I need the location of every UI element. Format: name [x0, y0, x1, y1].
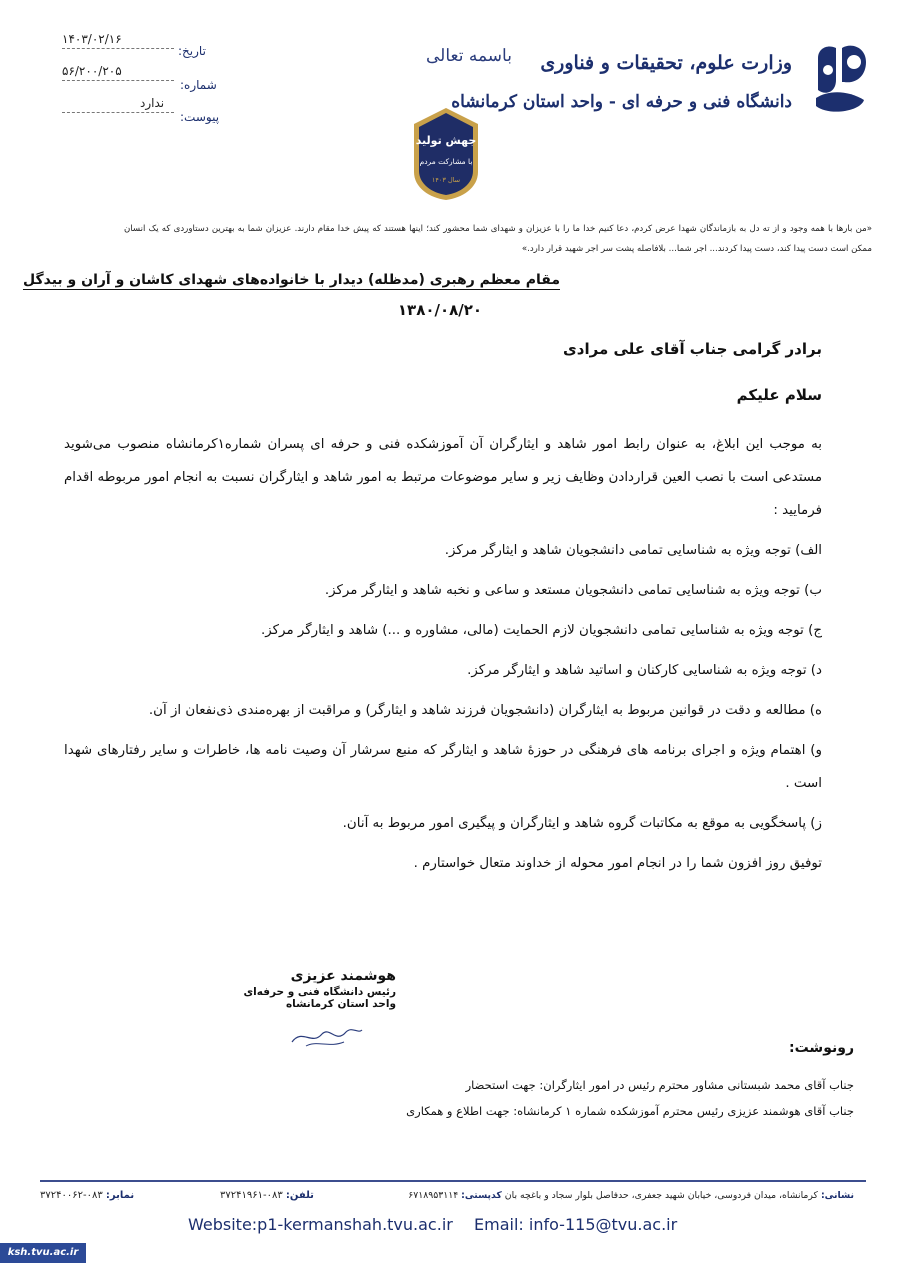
- phone-label: تلفن:: [285, 1190, 314, 1201]
- fax-label: نمابر:: [105, 1190, 135, 1201]
- fax-value: ۰۸۳-۳۷۲۴۰۰۶۲: [40, 1190, 103, 1201]
- emblem-year: سال ۱۴۰۳: [431, 176, 461, 184]
- email-label: Email:: [474, 1215, 524, 1234]
- postal-label: کدپستی:: [461, 1190, 502, 1201]
- attachment-value: ندارد: [62, 96, 174, 113]
- quote-source-title: مقام معظم رهبری (مدظله) دیدار با خانواده‌های شهدای کاشان و آران و بیدگل: [22, 272, 560, 288]
- website-link[interactable]: p1-kermanshah.tvu.ac.ir: [257, 1215, 453, 1234]
- bismillah: باسمه تعالی: [426, 46, 512, 66]
- year-slogan-emblem: [410, 106, 482, 202]
- date-value: ۱۴۰۳/۰۲/۱۶: [62, 32, 174, 49]
- letter-body: [64, 428, 822, 887]
- phone-value: ۰۸۳-۳۷۲۴۱۹۶۱: [220, 1190, 283, 1201]
- attachment-label: پیوست:: [180, 110, 220, 124]
- postal-value: ۶۷۱۸۹۵۳۱۱۴: [408, 1190, 459, 1201]
- body-item-he: ه) مطالعه و دقت در قوانین مربوط به ایثارگران (دانشجویان فرزند شاهد و ایثارگر) و مراقبت از بهره‌مندی ذی‌نفعان از آن.: [148, 703, 822, 718]
- date-label: تاریخ:: [178, 44, 206, 58]
- email-link[interactable]: info-115@tvu.ac.ir: [528, 1215, 678, 1234]
- body-item-be: ب) توجه ویژه به شناسایی تمامی دانشجویان مستعد و ساعی و نخبه شاهد و ایثارگر مرکز.: [324, 583, 822, 598]
- address-label: نشانی:: [820, 1190, 854, 1201]
- cc-title: رونوشت:: [789, 1040, 854, 1056]
- body-item-vav: و) اهتمام ویژه و اجرای برنامه های فرهنگی در حوزۀ شاهد و ایثارگر که منبع سرشار آن وصیت نامه ها، خاطرات و سایر رفتارهای شهدا است .: [64, 743, 822, 791]
- greeting: سلام علیکم: [736, 386, 822, 404]
- emblem-subtitle: با مشارکت مردم: [419, 157, 473, 166]
- ministry-name: وزارت علوم، تحقیقات و فناوری: [540, 52, 792, 74]
- handwritten-signature-icon: [286, 1020, 366, 1050]
- website-label: Website:: [188, 1215, 258, 1234]
- body-item-alef: الف) توجه ویژه به شناسایی تمامی دانشجویان شاهد و ایثارگر مرکز.: [444, 543, 822, 558]
- university-logo-icon: [808, 40, 872, 118]
- footer-fax: [40, 1190, 134, 1201]
- number-value: ۵۶/۲۰۰/۲۰۵: [62, 64, 174, 81]
- footer-divider: [40, 1180, 866, 1182]
- emblem-slogan: جهش تولید: [415, 134, 477, 147]
- university-name: دانشگاه فنی و حرفه ای - واحد استان کرمانشاه: [451, 92, 792, 112]
- body-item-ze: ز) پاسخگویی به موقع به مکاتبات گروه شاهد و ایثارگران و پیگیری امور مربوط به آنان.: [342, 816, 822, 831]
- footer-website[interactable]: [188, 1215, 453, 1234]
- body-closing: توفیق روز افزون شما را در انجام امور محوله از خداوند متعال خواستارم .: [413, 856, 822, 871]
- body-item-dal: د) توجه ویژه به شناسایی کارکنان و اساتید شاهد و ایثارگر مرکز.: [467, 663, 822, 678]
- cc-item: جناب آقای هوشمند عزیزی رئیس محترم آموزشکده شماره ۱ کرمانشاه: جهت اطلاع و همکاری: [406, 1104, 854, 1118]
- site-watermark: ksh.tvu.ac.ir: [0, 1243, 86, 1263]
- signer-title-2: واحد استان کرمانشاه: [285, 998, 396, 1010]
- signature-block: [236, 968, 396, 1048]
- footer-phone: [220, 1190, 314, 1201]
- body-item-jim: ج) توجه ویژه به شناسایی تمامی دانشجویان لازم الحمایت (مالی، مشاوره و ...) شاهد و ایثارگر مرکز.: [261, 623, 822, 638]
- address-value: کرمانشاه، میدان فردوسی، خیابان شهید جعفری، حدفاصل بلوار سجاد و باغچه بان: [504, 1190, 818, 1201]
- cc-item: جناب آقای محمد شبستانی مشاور محترم رئیس در امور ایثارگران: جهت استحضار: [465, 1078, 854, 1092]
- signer-title-1: رئیس دانشگاه فنی و حرفه‌ای: [243, 986, 396, 998]
- body-intro: به موجب این ابلاغ، به عنوان رابط امور شاهد و ایثارگران آن آموزشکده فنی و حرفه ای پسران شماره۱کرمانشاه منصوب می‌شوید مستدعی است با نصب العین قراردادن وظایف زیر و سایر موضوعات مرتبط به امور شاهد و ایثارگران نسبت به انجام امور مربوطه اقدام فرمایید :: [64, 437, 822, 518]
- footer-email[interactable]: [474, 1215, 677, 1234]
- salutation: برادر گرامی جناب آقای علی مرادی: [563, 340, 822, 358]
- number-label: شماره:: [180, 78, 217, 92]
- signer-name: هوشمند عزیزی: [290, 968, 396, 984]
- quote-source-date: ۱۳۸۰/۰۸/۲۰: [397, 301, 483, 319]
- leader-quote: «من بارها با همه وجود و از ته دل به بازماندگان شهدا عرض کردم، دعا کنیم خدا ما را با عزیزان و شهدای شما محشور کند؛ اینها هستند که پیش خدا مقام دارند. عزیزان شما به بهترین دستاوردی که یک انسان ممکن است دست پیدا کند، دست پیدا کردند... اجر شما... بلافاصله پشت سر اجر شهید قرار دارد.»: [124, 224, 872, 254]
- footer-address: [408, 1190, 854, 1201]
